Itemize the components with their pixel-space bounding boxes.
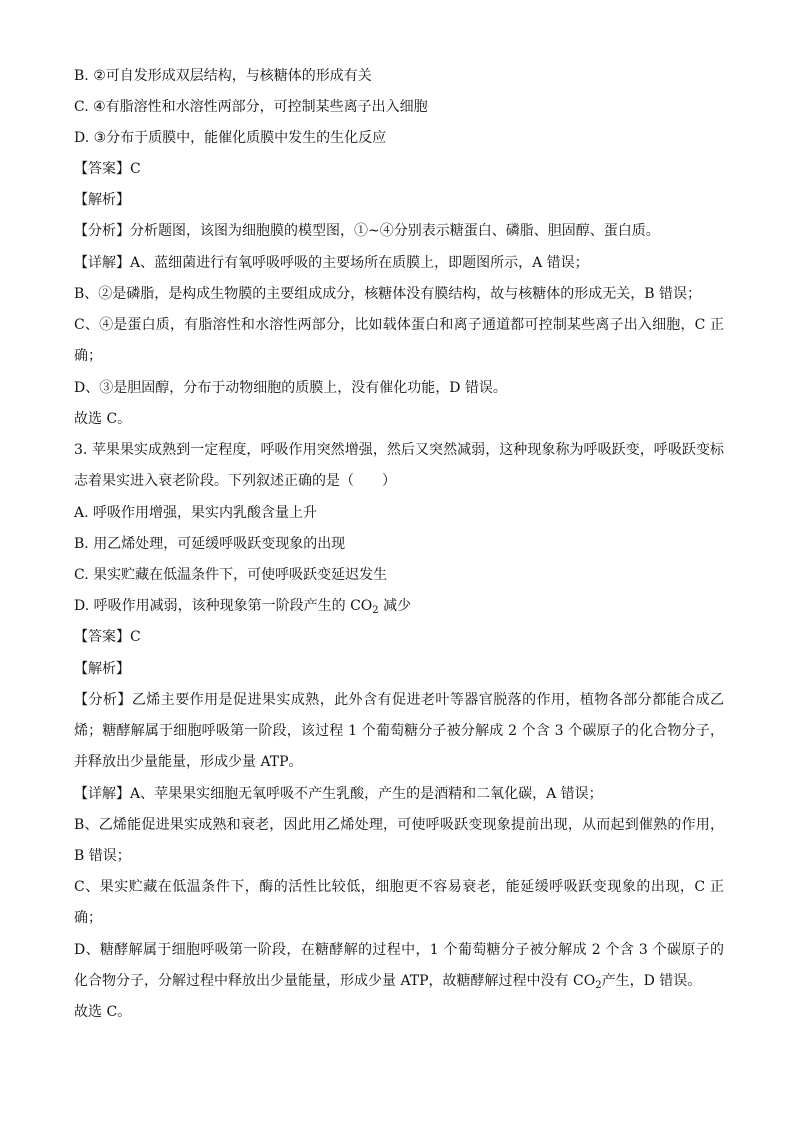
q2-option-d: D. ③分布于质膜中，能催化质膜中发生的生化反应 — [74, 130, 387, 146]
q3-stem-line2: 志着果实进入衰老阶段。下列叙述正确的是（ ） — [74, 473, 396, 489]
q2-fenxi — [74, 221, 724, 241]
xiangjie-tag: 【详解】 — [74, 255, 130, 271]
q3-xiangjie-a — [74, 784, 724, 804]
answer-value: C — [130, 629, 141, 645]
q2-xiangjie-a — [74, 253, 724, 273]
q2-conclusion: 故选 C。 — [74, 411, 132, 427]
q3-xiangjie-d-line1: D、糖酵解属于细胞呼吸第一阶段，在糖酵解的过程中，1 个葡萄糖分子被分解成 2 个含 3 个碳原子的 — [74, 942, 724, 958]
q2-xiangjie-d: D、③是胆固醇，分布于动物细胞的质膜上，没有催化功能，D 错误。 — [74, 380, 507, 396]
q3-stem-line1: 3. 苹果果实成熟到一定程度，呼吸作用突然增强，然后又突然减弱，这种现象称为呼吸跃变，呼吸跃变标 — [74, 442, 724, 458]
option-d-tail: 减少 — [378, 598, 412, 614]
q3-option-a: A. 呼吸作用增强，果实内乳酸含量上升 — [74, 505, 318, 521]
fenxi-text: 乙烯主要作用是促进果实成熟，此外含有促进老叶等器官脱落的作用，植物各部分都能合成乙 — [131, 692, 725, 708]
q3-answer — [74, 627, 724, 647]
q3-option-c: C. 果实贮藏在低温条件下，可使呼吸跃变延迟发生 — [74, 567, 388, 583]
answer-value: C — [130, 161, 141, 177]
q3-xiangjie-d-line2 — [74, 971, 724, 996]
q2-answer — [74, 159, 724, 179]
q3-xiangjie-c-line2: 确； — [74, 910, 102, 926]
q2-option-c: C. ④有脂溶性和水溶性两部分，可控制某些离子出入细胞 — [74, 99, 428, 115]
q3-fenxi-line2: 烯；糖酵解属于细胞呼吸第一阶段，该过程 1 个葡萄糖分子被分解成 2 个含 3 个碳原子的化合物分子， — [74, 723, 724, 739]
q3-xiangjie-b-line1: B、乙烯能促进果实成熟和衰老，因此用乙烯处理，可使呼吸跃变现象提前出现，从而起到催熟的作用， — [74, 817, 724, 833]
answer-tag: 【答案】 — [74, 161, 130, 177]
xiangjie-text: A、苹果果实细胞无氧呼吸不产生乳酸，产生的是酒精和二氧化碳，A 错误； — [130, 786, 603, 802]
q3-xiangjie-b-line2: B 错误； — [74, 848, 131, 864]
option-d-text: D. 呼吸作用减弱，该种现象第一阶段产生的 CO — [74, 598, 373, 614]
answer-tag: 【答案】 — [74, 629, 130, 645]
q3-fenxi-line3: 并释放出少量能量，形成少量 ATP。 — [74, 754, 303, 770]
fenxi-tag: 【分析】 — [74, 223, 130, 239]
q2-option-b: B. ②可自发形成双层结构，与核糖体的形成有关 — [74, 68, 372, 84]
q3-fenxi-line1 — [74, 690, 724, 710]
q3-option-d — [74, 596, 724, 621]
q3-option-b: B. 用乙烯处理，可延缓呼吸跃变现象的出现 — [74, 536, 346, 552]
q3-analysis-heading: 【解析】 — [74, 661, 130, 677]
q3-xiangjie-c-line1: C、果实贮藏在低温条件下，酶的活性比较低，细胞更不容易衰老，能延缓呼吸跃变现象的出现，C 正 — [74, 879, 724, 895]
xiangjie-d-text: 化合物分子，分解过程中释放出少量能量，形成少量 ATP，故糖酵解过程中没有 CO — [74, 973, 596, 989]
option-d-subscript: 2 — [372, 605, 379, 616]
fenxi-tag: 【分析】 — [74, 692, 132, 708]
xiangjie-d-subscript: 2 — [595, 980, 602, 991]
fenxi-text: 分析题图，该图为细胞膜的模型图，①~④分别表示糖蛋白、磷脂、胆固醇、蛋白质。 — [130, 223, 660, 239]
q2-xiangjie-c-line1: C、④是蛋白质，有脂溶性和水溶性两部分，比如载体蛋白和离子通道都可控制某些离子出入细胞，C 正 — [74, 317, 724, 333]
q3-conclusion: 故选 C。 — [74, 1004, 132, 1020]
q2-xiangjie-c-line2: 确； — [74, 348, 102, 364]
xiangjie-text: A、蓝细菌进行有氧呼吸呼吸的主要场所在质膜上，即题图所示，A 错误； — [130, 255, 589, 271]
q2-analysis-heading: 【解析】 — [74, 192, 130, 208]
xiangjie-tag: 【详解】 — [74, 786, 130, 802]
q2-xiangjie-b: B、②是磷脂，是构成生物膜的主要组成成分，核糖体没有膜结构，故与核糖体的形成无关，B 错误； — [74, 286, 702, 302]
xiangjie-d-tail: 产生，D 错误。 — [601, 973, 702, 989]
